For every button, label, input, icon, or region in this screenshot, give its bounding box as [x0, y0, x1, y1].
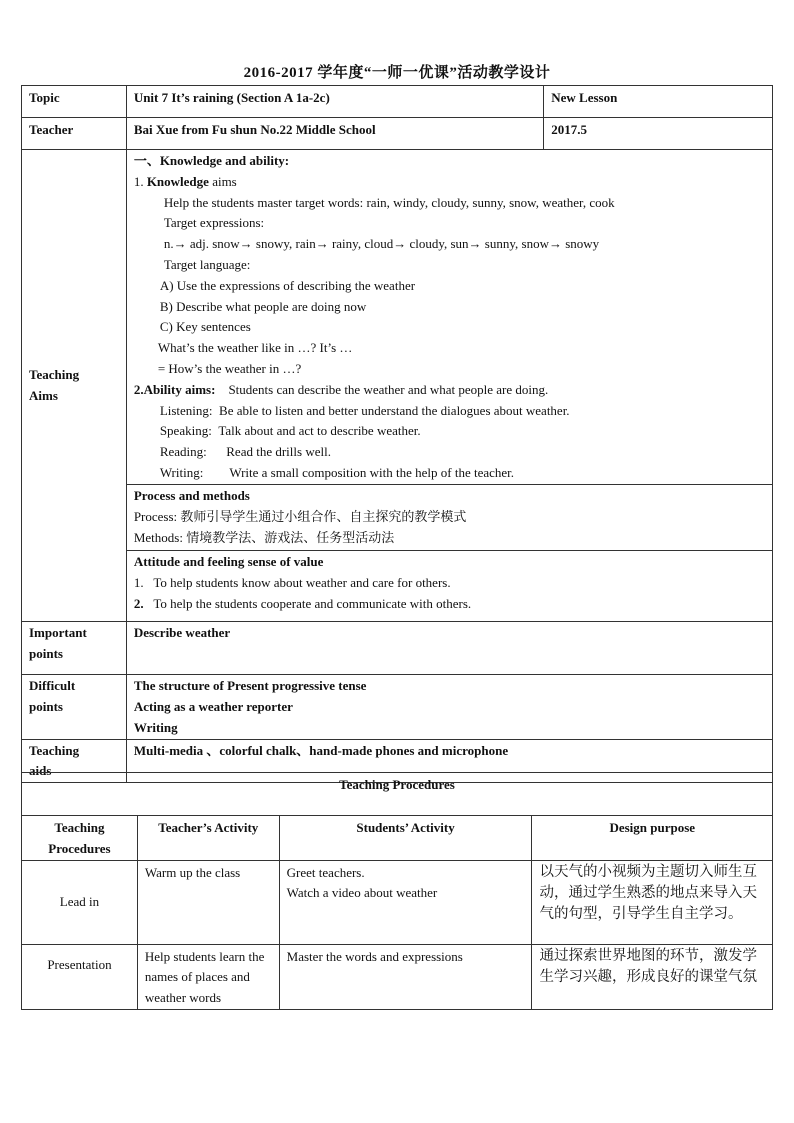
- knowledge-sub-num: 1.: [133, 173, 147, 189]
- difficult-point: Writing: [133, 719, 178, 735]
- difficult-label-line2: points: [29, 698, 63, 714]
- attitude-num: 1.: [133, 574, 144, 590]
- methods-text: 情境教学法、游戏法、任务型活动法: [186, 531, 395, 547]
- important-label-line1: Important: [29, 625, 87, 641]
- topic-value: Unit 7 It’s raining (Section A 1a-2c): [126, 86, 543, 118]
- difficult-point: Acting as a weather reporter: [133, 698, 293, 714]
- topic-label: Topic: [22, 86, 127, 118]
- aims-label-line1: Teaching: [29, 366, 80, 382]
- knowledge-line: Target expressions:: [163, 215, 265, 231]
- students-activity-line: Greet teachers.: [286, 864, 365, 880]
- ability-text: Students can describe the weather and what people are doing.: [228, 381, 549, 397]
- lesson-date: 2017.5: [544, 118, 773, 150]
- knowledge-line: B) Describe what people are doing now: [159, 298, 367, 314]
- knowledge-subheading: [134, 172, 765, 193]
- stage-cell: Lead in: [22, 860, 138, 944]
- teaching-aims-label: [22, 150, 127, 622]
- ability-heading: 2.Ability aims:: [133, 381, 216, 397]
- attitude-item: [134, 594, 765, 615]
- skill-text: Read the drills well.: [226, 444, 331, 460]
- knowledge-sub-rest: aims: [208, 173, 237, 189]
- knowledge-sub-bold: Knowledge: [146, 173, 209, 189]
- design-purpose-cell: 以天气的小视频为主题切入师生互动，通过学生熟悉的地点来导入天气的句型，引导学生自主学习。: [532, 860, 773, 944]
- knowledge-line: = How’s the weather in …?: [157, 360, 302, 376]
- skill-line: [134, 442, 765, 463]
- procedures-title: Teaching Procedures: [22, 773, 773, 816]
- teacher-activity-cell: Warm up the class: [137, 860, 279, 944]
- difficult-label-line1: Difficult: [29, 678, 76, 694]
- design-purpose-cell: 通过探索世界地图的环节，激发学生学习兴趣，形成良好的课堂气氛: [532, 944, 773, 1009]
- skill-name: Writing:: [159, 464, 204, 480]
- skill-line: [134, 463, 765, 484]
- teacher-label: Teacher: [22, 118, 127, 150]
- methods-label: Methods:: [133, 530, 187, 546]
- process-text: 教师引导学生通过小组合作、自主探究的教学模式: [180, 509, 467, 525]
- knowledge-ability-cell: [126, 150, 772, 485]
- column-header: Teaching Procedures: [22, 816, 138, 861]
- column-header: Design purpose: [532, 816, 773, 861]
- skill-name: Reading:: [159, 444, 207, 460]
- attitude-text: To help the students cooperate and communicate with others.: [153, 595, 472, 611]
- column-header: Students’ Activity: [279, 816, 532, 861]
- procedures-table: [21, 772, 773, 1010]
- table-row: [22, 944, 773, 1009]
- knowledge-line: A) Use the expressions of describing the weather: [159, 277, 416, 293]
- difficult-points-value: [126, 675, 772, 739]
- students-activity-line: Master the words and expressions: [286, 948, 463, 964]
- process-line: [134, 507, 765, 529]
- important-points-label: [22, 622, 127, 675]
- teaching-aids-value: Multi-media 、colorful chalk、hand-made phones and microphone: [126, 739, 772, 783]
- skill-text: Write a small composition with the help of the teacher.: [229, 464, 515, 480]
- skill-line: [134, 401, 765, 422]
- teacher-value: Bai Xue from Fu shun No.22 Middle School: [126, 118, 543, 150]
- difficult-points-label: [22, 675, 127, 739]
- attitude-text: To help students know about weather and care for others.: [153, 574, 451, 590]
- process-heading: Process and methods: [133, 487, 250, 503]
- document-title: 2016-2017 学年度“一师一优课”活动教学设计: [243, 65, 551, 81]
- students-activity-cell: [279, 944, 532, 1009]
- attitude-heading: Attitude and feeling sense of value: [133, 554, 324, 570]
- knowledge-line: Help the students master target words: rain, windy, cloudy, sunny, snow, weather, cook: [163, 194, 615, 210]
- important-points-value: Describe weather: [126, 622, 772, 675]
- difficult-point: The structure of Present progressive tense: [133, 678, 367, 694]
- students-activity-cell: [279, 860, 532, 944]
- stage-cell: Presentation: [22, 944, 138, 1009]
- lesson-type: New Lesson: [544, 86, 773, 118]
- attitude-item: [134, 573, 765, 594]
- knowledge-line: C) Key sentences: [159, 319, 251, 335]
- important-label-line2: points: [29, 645, 63, 661]
- aids-label-line2: aids: [29, 763, 52, 779]
- table-row: [22, 860, 773, 944]
- knowledge-line: What’s the weather like in …? It’s …: [157, 340, 353, 356]
- skill-line: [134, 421, 765, 442]
- attitude-cell: [126, 551, 772, 622]
- skill-name: Listening:: [159, 402, 213, 418]
- knowledge-line: n.→ adj. snow→ snowy, rain→ rainy, cloud→ cloudy, sun→ sunny, snow→ snowy: [163, 236, 600, 252]
- aids-label-line1: Teaching: [29, 742, 80, 758]
- attitude-num: 2.: [133, 595, 144, 611]
- knowledge-heading: 一、Knowledge and ability:: [133, 153, 290, 168]
- students-activity-line: Watch a video about weather: [286, 885, 438, 901]
- ability-aims: [134, 380, 765, 401]
- methods-line: [134, 528, 765, 550]
- skill-name: Speaking:: [159, 423, 212, 439]
- column-header: Teacher’s Activity: [137, 816, 279, 861]
- lesson-info-table: [21, 85, 773, 783]
- teacher-activity-cell: Help students learn the names of places and weather words: [137, 944, 279, 1009]
- skill-text: Be able to listen and better understand the dialogues about weather.: [219, 402, 570, 418]
- skill-text: Talk about and act to describe weather.: [218, 423, 421, 439]
- process-methods-cell: [126, 484, 772, 550]
- process-label: Process:: [133, 508, 181, 524]
- aims-label-line2: Aims: [29, 387, 58, 403]
- knowledge-line: Target language:: [163, 256, 251, 272]
